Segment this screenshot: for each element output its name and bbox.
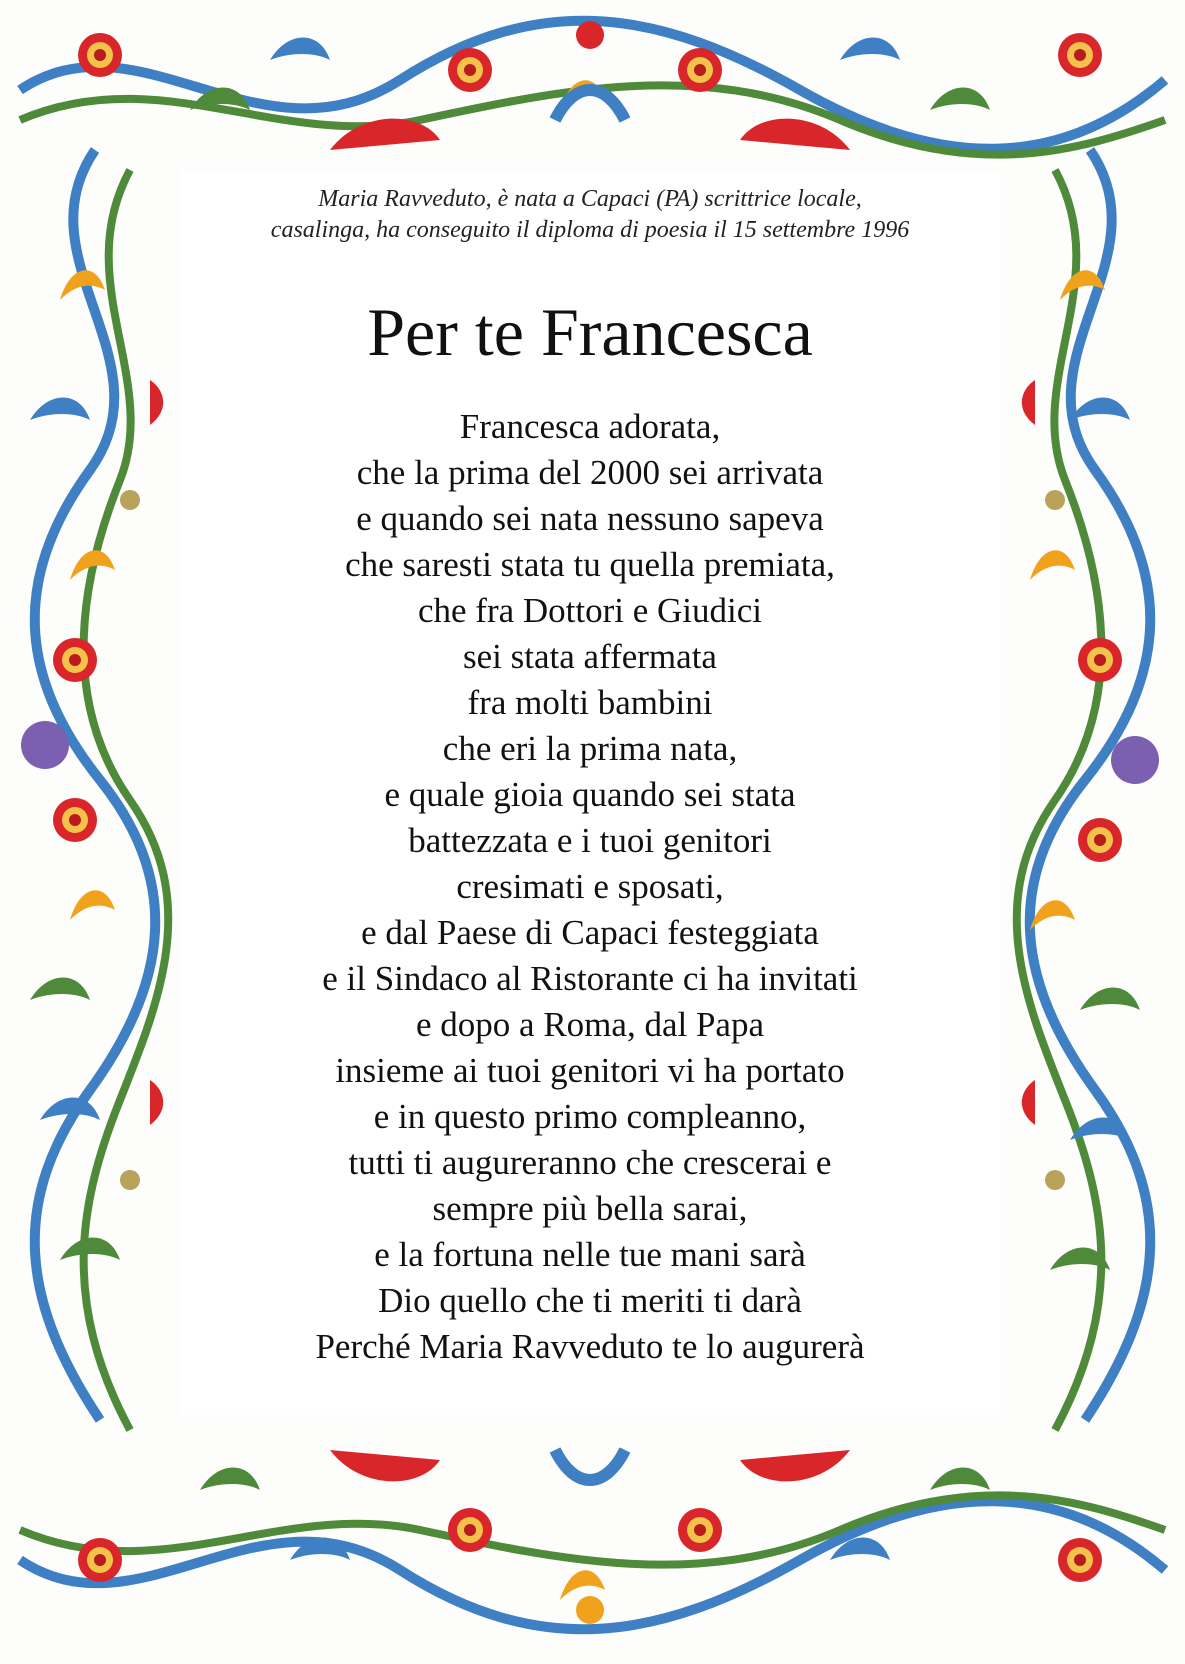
poem-verse: che fra Dottori e Giudici: [417, 591, 763, 630]
poem-verse: che la prima del 2000 sei arrivata: [356, 453, 824, 492]
poem-title: Per te Francesca: [367, 294, 813, 370]
author-note-line: Maria Ravveduto, è nata a Capaci (PA) scrittrice locale,: [318, 186, 862, 212]
author-note: [180, 184, 1000, 246]
poem-verse: e quale gioia quando sei stata: [384, 775, 796, 814]
poem-verse: che saresti stata tu quella premiata,: [345, 545, 835, 584]
poem-verse: e dopo a Roma, dal Papa: [416, 1005, 764, 1044]
poem-verse: e la fortuna nelle tue mani sarà: [374, 1235, 806, 1274]
border-top: [20, 21, 1165, 155]
border-right: [1017, 150, 1159, 1430]
author-note-line: casalinga, ha conseguito il diploma di poesia il 15 settembre 1996: [270, 217, 910, 243]
poem-verse: e il Sindaco al Ristorante ci ha invitati: [322, 959, 858, 998]
poem-verse: che eri la prima nata,: [442, 729, 738, 768]
poem-verse: sei stata affermata: [463, 637, 717, 676]
poem-verse: tutti ti augureranno che crescerai e: [348, 1143, 832, 1182]
poem-verse: sempre più bella sarai,: [432, 1189, 748, 1228]
poem-verse: Dio quello che ti meriti ti darà: [378, 1281, 802, 1320]
poem-verse: fra molti bambini: [467, 683, 713, 722]
poem-verse: e dal Paese di Capaci festeggiata: [361, 913, 819, 952]
poem-verse: e quando sei nata nessuno sapeva: [356, 499, 824, 538]
poem-verse: battezzata e i tuoi genitori: [408, 821, 772, 860]
poem-verse: Perché Maria Ravveduto te lo augurerà: [315, 1327, 865, 1366]
poem-body: [180, 404, 1000, 1370]
poem-verse: Francesca adorata,: [459, 407, 721, 446]
poem-verse: e in questo primo compleanno,: [373, 1097, 807, 1136]
poem-verse: cresimati e sposati,: [456, 867, 724, 906]
border-bottom: [20, 1450, 1165, 1629]
border-left: [21, 150, 168, 1430]
poem-verse: insieme ai tuoi genitori vi ha portato: [335, 1051, 845, 1090]
